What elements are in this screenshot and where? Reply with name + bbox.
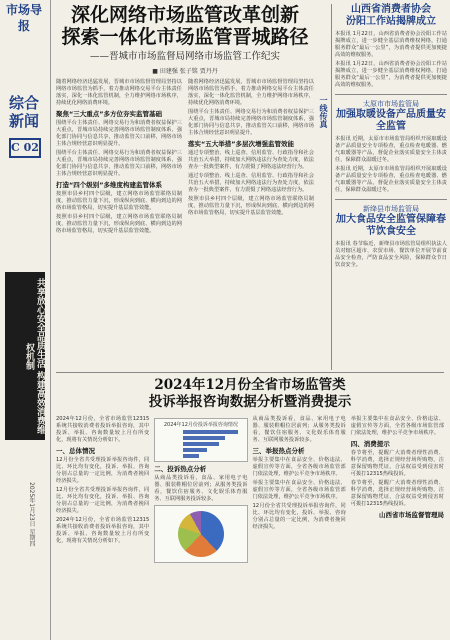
section-body-repeat: 按照市县乡村四个层级，建立网络市场监管联络员制度，推动监管力量下沉，形成纵向到底、横向到边的网络市场监管格局，切实提升基层监管效能。 — [56, 214, 182, 234]
report-banner — [56, 377, 444, 411]
report-section-body: 春节将至，提醒广大消费者理性消费、科学消费，选择正规经营场所购物，注意保留购物凭证，合法权益受到侵害时可拨打12315热线投诉。 — [350, 450, 444, 477]
page-number: C 02 — [9, 138, 41, 158]
report-footer: 山西省市场监督管理局 — [379, 511, 444, 519]
section-heading: 聚焦“三大重点”多方位夯实监管基础 — [56, 110, 163, 118]
main-article — [56, 4, 314, 235]
rail-label: 一线传真 — [319, 96, 328, 128]
brief-1-head2: 汾阳工作站揭牌成立 — [346, 16, 436, 27]
subheadline: ——晋城市市场监督局网络市场监管工作纪实 — [89, 51, 280, 62]
report-section-body: 举报主要集中在食品安全、价格违法、虚假宣传等方面，全省各级市场监管部门依法处理，维护公平竞争市场秩序。 — [252, 457, 346, 477]
report-columns — [56, 416, 444, 565]
right-divider — [331, 4, 332, 370]
section-name: 综合新闻 — [8, 94, 39, 130]
chart-bar — [157, 447, 244, 452]
section-rule — [56, 372, 444, 373]
report-section-heading: 一、总体情况 — [56, 447, 95, 455]
report-section-body-cont: 举报主要集中在食品安全、价格违法、虚假宣传等方面，全省各级市场监管部门依法处理，维护公平竞争市场秩序。 — [252, 480, 346, 500]
report-section-heading: 三、举报热点分析 — [252, 447, 305, 455]
article-columns — [56, 79, 314, 235]
edition-info: 2025年1月23日 星期四 — [28, 482, 35, 547]
brief-1-body: 本报讯 1月22日，山西省消费者协会汾阳工作站揭牌成立，进一步健全基层消费维权网络，打通服务群众“最后一公里”，为消费者提供更加便捷高效的维权服务。 — [335, 31, 447, 58]
chart-bar — [157, 435, 244, 440]
section-body: 通过专项整治、线上巡查、信用监管、行政指导和社会共治五大举措，持续加大网络违法行为查处力度，依法查办一批典型案件，有力震慑了网络违法经营行为。 — [188, 150, 314, 170]
article-lead: 随着网络经济迅猛发展，晋城市市场监督管理局坚持以网络市场监管为抓手，着力推动网络交易平台主体责任落实，深化一体化监管机制，全力维护网络市场秩序，持续优化网络消费环境。 — [56, 79, 182, 106]
brief-1-head: 山西省消费者协会 — [351, 4, 431, 15]
brief-2-source: 太原市市场监管局 — [363, 100, 419, 108]
headline-line-1: 深化网络市场监管改革创新 — [70, 4, 299, 26]
brief-divider — [335, 94, 447, 95]
report-intro: 2024年12月份，全省市场监管12315系统共接收消费者投诉举报咨询，其中投诉、举报、咨询数量较上月有所变化，现将有关情况分析如下。 — [56, 416, 150, 443]
section-heading: 落实“五大举措”多层次增强监管效能 — [188, 140, 295, 148]
report-section-heading: 四、消费提示 — [350, 440, 390, 448]
section-heading: 打造“四个级别”多维度构建监管体系 — [56, 181, 163, 189]
slogan-box: 共享放心安全品质生活 构建高效消费维权机制 — [5, 272, 45, 440]
section-body: 围绕平台主体责任、网络交易行为和消费者权益保护三大重点，晋城市局持续完善网络市场监管制度体系，强化部门协同与信息共享，推动监管关口前移，网络市场主体合规经营意识明显提升。 — [56, 120, 182, 147]
brief-2-head: 加强取暖设备产品质量安全监管 — [336, 109, 446, 132]
chart-bar — [157, 453, 244, 458]
brief-3-body: 本报讯 春节临近，新绛县市场监管局组织执法人员对辖区超市、农贸市场、餐饮单位开展节前食品安全检查，严防食品安全风险，保障群众节日饮食安全。 — [335, 241, 447, 268]
pie-chart — [178, 511, 224, 557]
brief-divider — [335, 199, 447, 200]
report-section-body-cont: 12月份全省共受理投诉举报咨询件，同比、环比均有变化，投诉、举报、咨询分别占总量的一定比例，为消费者挽回经济损失。 — [56, 487, 150, 514]
report-title-1: 2024年12月份全省市场监管类 — [154, 377, 346, 393]
report-section-heading: 二、投诉热点分析 — [154, 465, 207, 473]
report-pie-chart — [154, 505, 247, 563]
chart-bar — [157, 429, 244, 434]
section-body-repeat: 通过专项整治、线上巡查、信用监管、行政指导和社会共治五大举措，持续加大网络违法行为查处力度，依法查办一批典型案件，有力震慑了网络违法经营行为。 — [188, 173, 314, 193]
brief-3-source: 新绛县市场监管局 — [363, 205, 419, 213]
byline: ■ 田建强 张子铭 贾丹丹 — [152, 68, 218, 75]
brief-3-head: 加大食品安全监管保障春节饮食安全 — [336, 214, 446, 237]
report-section-body-cont: 春节将至，提醒广大消费者理性消费、科学消费，选择正规经营场所购物，注意保留购物凭证，合法权益受到侵害时可拨打12315热线投诉。 — [350, 480, 444, 507]
brief-1-body-cont: 本报讯 1月22日，山西省消费者协会汾阳工作站揭牌成立，进一步健全基层消费维权网络，打通服务群众“最后一公里”，为消费者提供更加便捷高效的维权服务。 — [335, 61, 447, 88]
brief-2-body: 本报讯 近期，太原市市场监管局组织开展取暖设备产品质量安全专项检查，重点检查电暖器、燃气取暖器等产品，督促企业落实质量安全主体责任，保障群众温暖过冬。 — [335, 136, 447, 163]
chart-bar — [157, 441, 244, 446]
report-section-body-cont-2: 12月份全省共受理投诉举报咨询件，同比、环比均有变化，投诉、举报、咨询分别占总量的一定比例，为消费者挽回经济损失。 — [252, 503, 346, 530]
article-body-2: 围绕平台主体责任、网络交易行为和消费者权益保护三大重点，晋城市局持续完善网络市场监管制度体系，强化部门协同与信息共享，推动监管关口前移，网络市场主体合规经营意识明显提升。 — [188, 109, 314, 136]
report-body: 举报主要集中在食品安全、价格违法、虚假宣传等方面，全省各级市场监管部门依法处理，维护公平竞争市场秩序。 — [350, 416, 444, 436]
right-column — [335, 4, 447, 269]
report-body: 从商品类投诉看，食品、家用电子电器、服装鞋帽位居前列；从服务类投诉看，餐饮住宿服务、文化娱乐体育服务、互联网服务投诉较多。 — [252, 416, 346, 443]
headline-line-2: 探索一体化市场监管晋城路径 — [61, 26, 309, 48]
report-section-body: 从商品类投诉看，食品、家用电子电器、服装鞋帽位居前列；从服务类投诉看，餐饮住宿服务、文化娱乐体育服务、互联网服务投诉较多。 — [154, 475, 248, 502]
report-section-body: 12月份全省共受理投诉举报咨询件，同比、环比均有变化，投诉、举报、咨询分别占总量的一定比例，为消费者挽回经济损失。 — [56, 457, 150, 484]
column-divider — [50, 0, 51, 640]
masthead-logo: 市场导报 — [5, 3, 42, 33]
article-body: 随着网络经济迅猛发展，晋城市市场监督管理局坚持以网络市场监管为抓手，着力推动网络交易平台主体责任落实，深化一体化监管机制，全力维护网络市场秩序，持续优化网络消费环境。 — [188, 79, 314, 106]
left-column — [2, 2, 48, 638]
brief-2-body-cont: 本报讯 近期，太原市市场监管局组织开展取暖设备产品质量安全专项检查，重点检查电暖器、燃气取暖器等产品，督促企业落实质量安全主体责任，保障群众温暖过冬。 — [335, 166, 447, 193]
report-bar-chart — [154, 418, 247, 462]
report-title-2: 投诉举报咨询数据分析暨消费提示 — [148, 394, 352, 410]
section-body: 按照市县乡村四个层级，建立网络市场监管联络员制度，推动监管力量下沉，形成纵向到底、横向到边的网络市场监管格局，切实提升基层监管效能。 — [56, 191, 182, 211]
side-rail — [318, 96, 330, 184]
report-section-body-cont-2: 2024年12月份，全省市场监管12315系统共接收消费者投诉举报咨询，其中投诉、举报、咨询数量较上月有所变化，现将有关情况分析如下。 — [56, 517, 150, 544]
section-body-repeat-2: 按照市县乡村四个层级，建立网络市场监管联络员制度，推动监管力量下沉，形成纵向到底、横向到边的网络市场监管格局，切实提升基层监管效能。 — [188, 196, 314, 216]
section-body-repeat: 围绕平台主体责任、网络交易行为和消费者权益保护三大重点，晋城市局持续完善网络市场监管制度体系，强化部门协同与信息共享，推动监管关口前移，网络市场主体合规经营意识明显提升。 — [56, 150, 182, 177]
chart-caption: 2024年12月份投诉举报咨询情况 — [163, 422, 238, 428]
